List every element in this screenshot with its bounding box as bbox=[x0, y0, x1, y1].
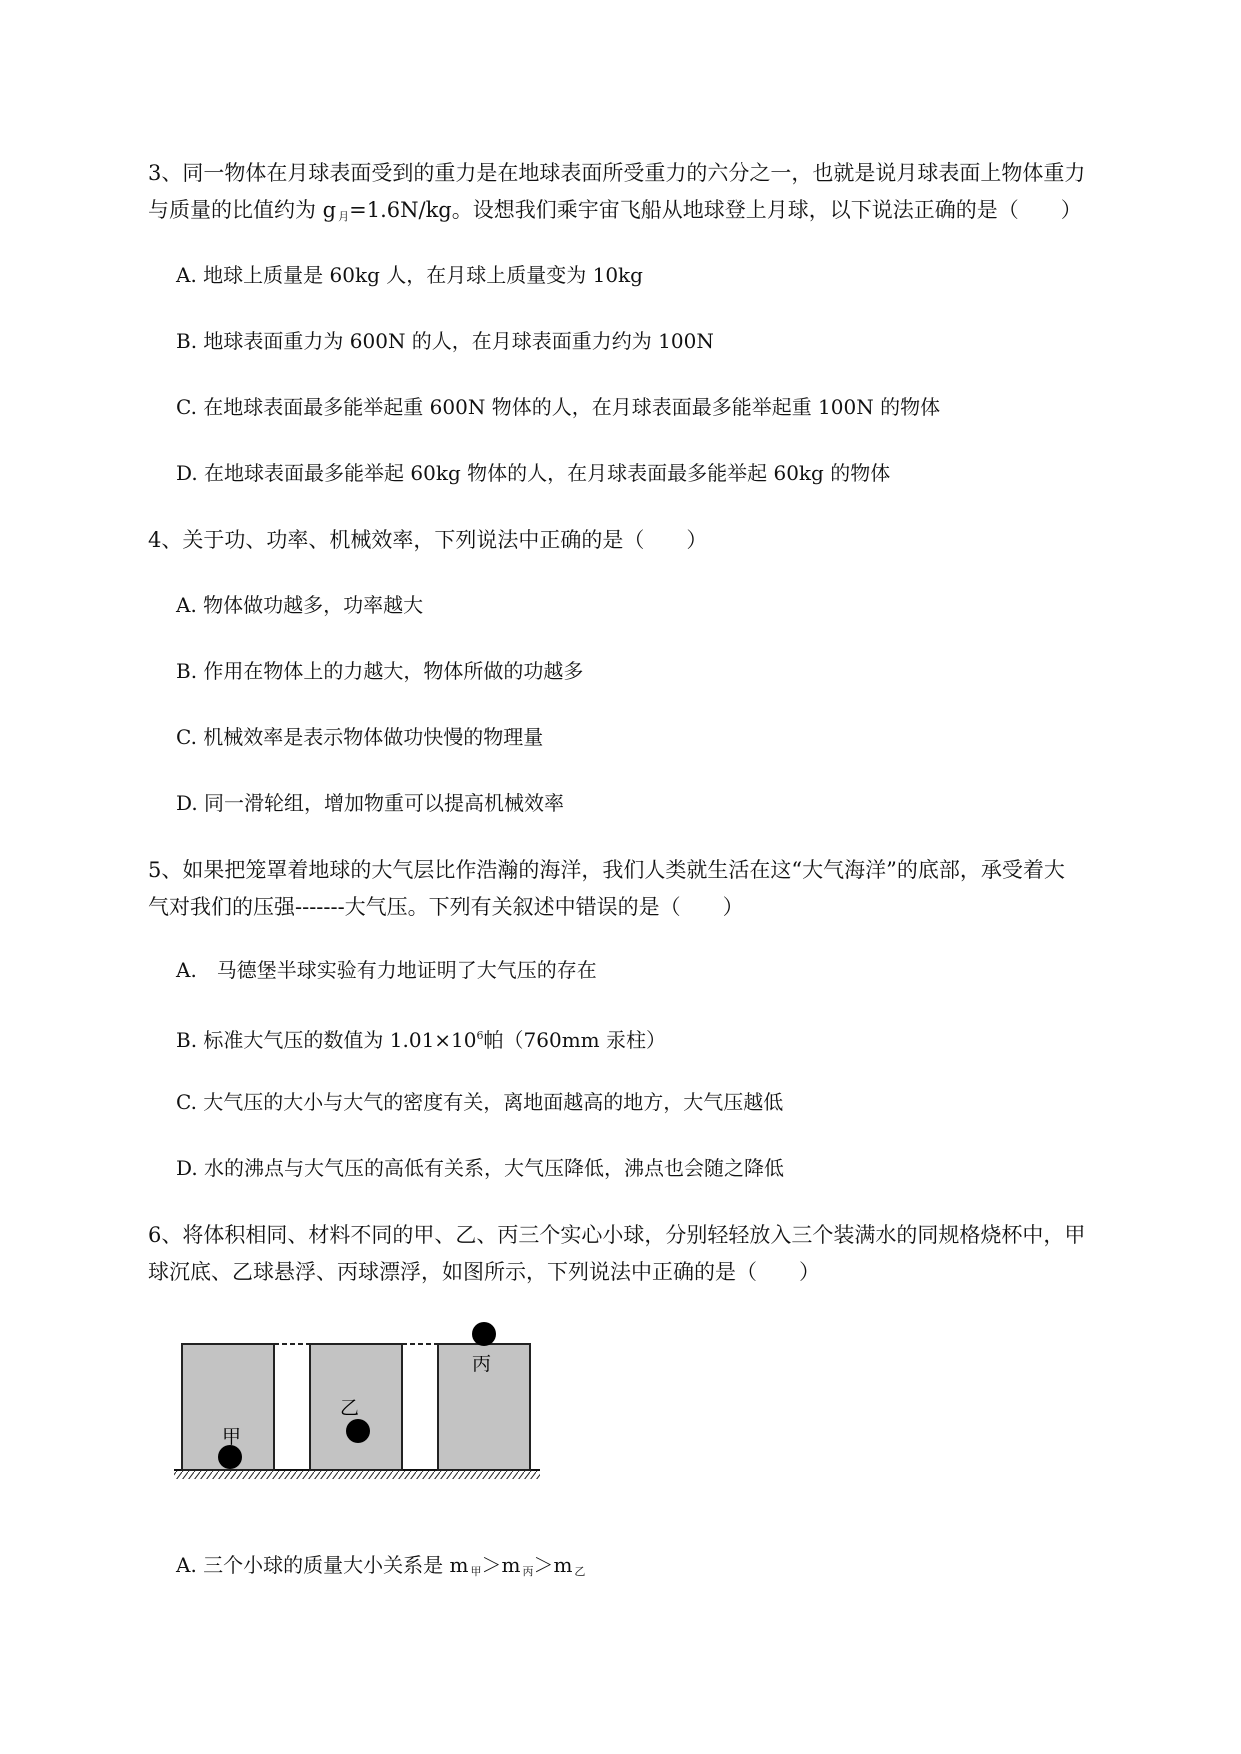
question-5-option-c: C. 大气压的大小与大气的密度有关，离地面越高的地方，大气压越低 bbox=[176, 1090, 784, 1114]
question-3-option-b: B. 地球表面重力为 600N 的人，在月球表面重力约为 100N bbox=[176, 329, 714, 353]
question-6-line-1: 6、将体积相同、材料不同的甲、乙、丙三个实心小球，分别轻轻放入三个装满水的同规格烧杯中，甲 bbox=[148, 1223, 1086, 1247]
label-jia: 甲 bbox=[222, 1426, 242, 1448]
question-3-line-2: 与质量的比值约为 g $_月$=1.6N/kg。设想我们乘宇宙飞船从地球登上月球，以下说法正确的是（ ） bbox=[148, 198, 1082, 223]
question-4-option-a: A. 物体做功越多，功率越大 bbox=[176, 593, 424, 617]
question-5-option-d: D. 水的沸点与大气压的高低有关系，大气压降低，沸点也会随之降低 bbox=[176, 1156, 785, 1180]
question-4-option-c: C. 机械效率是表示物体做功快慢的物理量 bbox=[176, 725, 544, 749]
beakers-figure bbox=[170, 1320, 550, 1480]
question-6-line-2: 球沉底、乙球悬浮、丙球漂浮，如图所示，下列说法中正确的是（ ） bbox=[148, 1260, 820, 1284]
ball-jia bbox=[218, 1445, 242, 1469]
question-3-line-1: 3、同一物体在月球表面受到的重力是在地球表面所受重力的六分之一，也就是说月球表面上物体重力 bbox=[148, 161, 1086, 185]
ball-yi bbox=[346, 1419, 370, 1443]
question-4-line-1: 4、关于功、功率、机械效率，下列说法中正确的是（ ） bbox=[148, 528, 708, 552]
question-5-option-a: A. 马德堡半球实验有力地证明了大气压的存在 bbox=[176, 958, 597, 982]
question-5-option-b: B. 标准大气压的数值为 $1.01\times 10^6$帕（760mm 汞柱） bbox=[176, 1028, 666, 1052]
question-3-option-c: C. 在地球表面最多能举起重 600N 物体的人，在月球表面最多能举起重 100N 的物体 bbox=[176, 395, 941, 419]
question-6-option-a: A. 三个小球的质量大小关系是 m $_甲$＞m $_丙$＞m $_乙$ bbox=[176, 1553, 586, 1578]
question-6 bbox=[148, 1217, 1148, 1291]
ground-hatch bbox=[174, 1471, 540, 1479]
question-4-option-b: B. 作用在物体上的力越大，物体所做的功越多 bbox=[176, 659, 584, 683]
question-4-option-d: D. 同一滑轮组，增加物重可以提高机械效率 bbox=[176, 791, 565, 815]
question-5-line-2: 气对我们的压强-------大气压。下列有关叙述中错误的是（ ） bbox=[148, 895, 744, 919]
label-bing: 丙 bbox=[472, 1353, 492, 1375]
question-3 bbox=[148, 155, 1148, 235]
question-3-option-a: A. 地球上质量是 60kg 人，在月球上质量变为 10kg bbox=[176, 263, 643, 287]
question-4 bbox=[148, 522, 1148, 559]
question-3-option-d: D. 在地球表面最多能举起 60kg 物体的人，在月球表面最多能举起 60kg 的物体 bbox=[176, 461, 891, 485]
label-yi: 乙 bbox=[340, 1397, 360, 1419]
ball-bing bbox=[472, 1322, 496, 1346]
question-5 bbox=[148, 852, 1148, 926]
question-5-line-1: 5、如果把笼罩着地球的大气层比作浩瀚的海洋，我们人类就生活在这“大气海洋”的底部，承受着大 bbox=[148, 858, 1065, 882]
